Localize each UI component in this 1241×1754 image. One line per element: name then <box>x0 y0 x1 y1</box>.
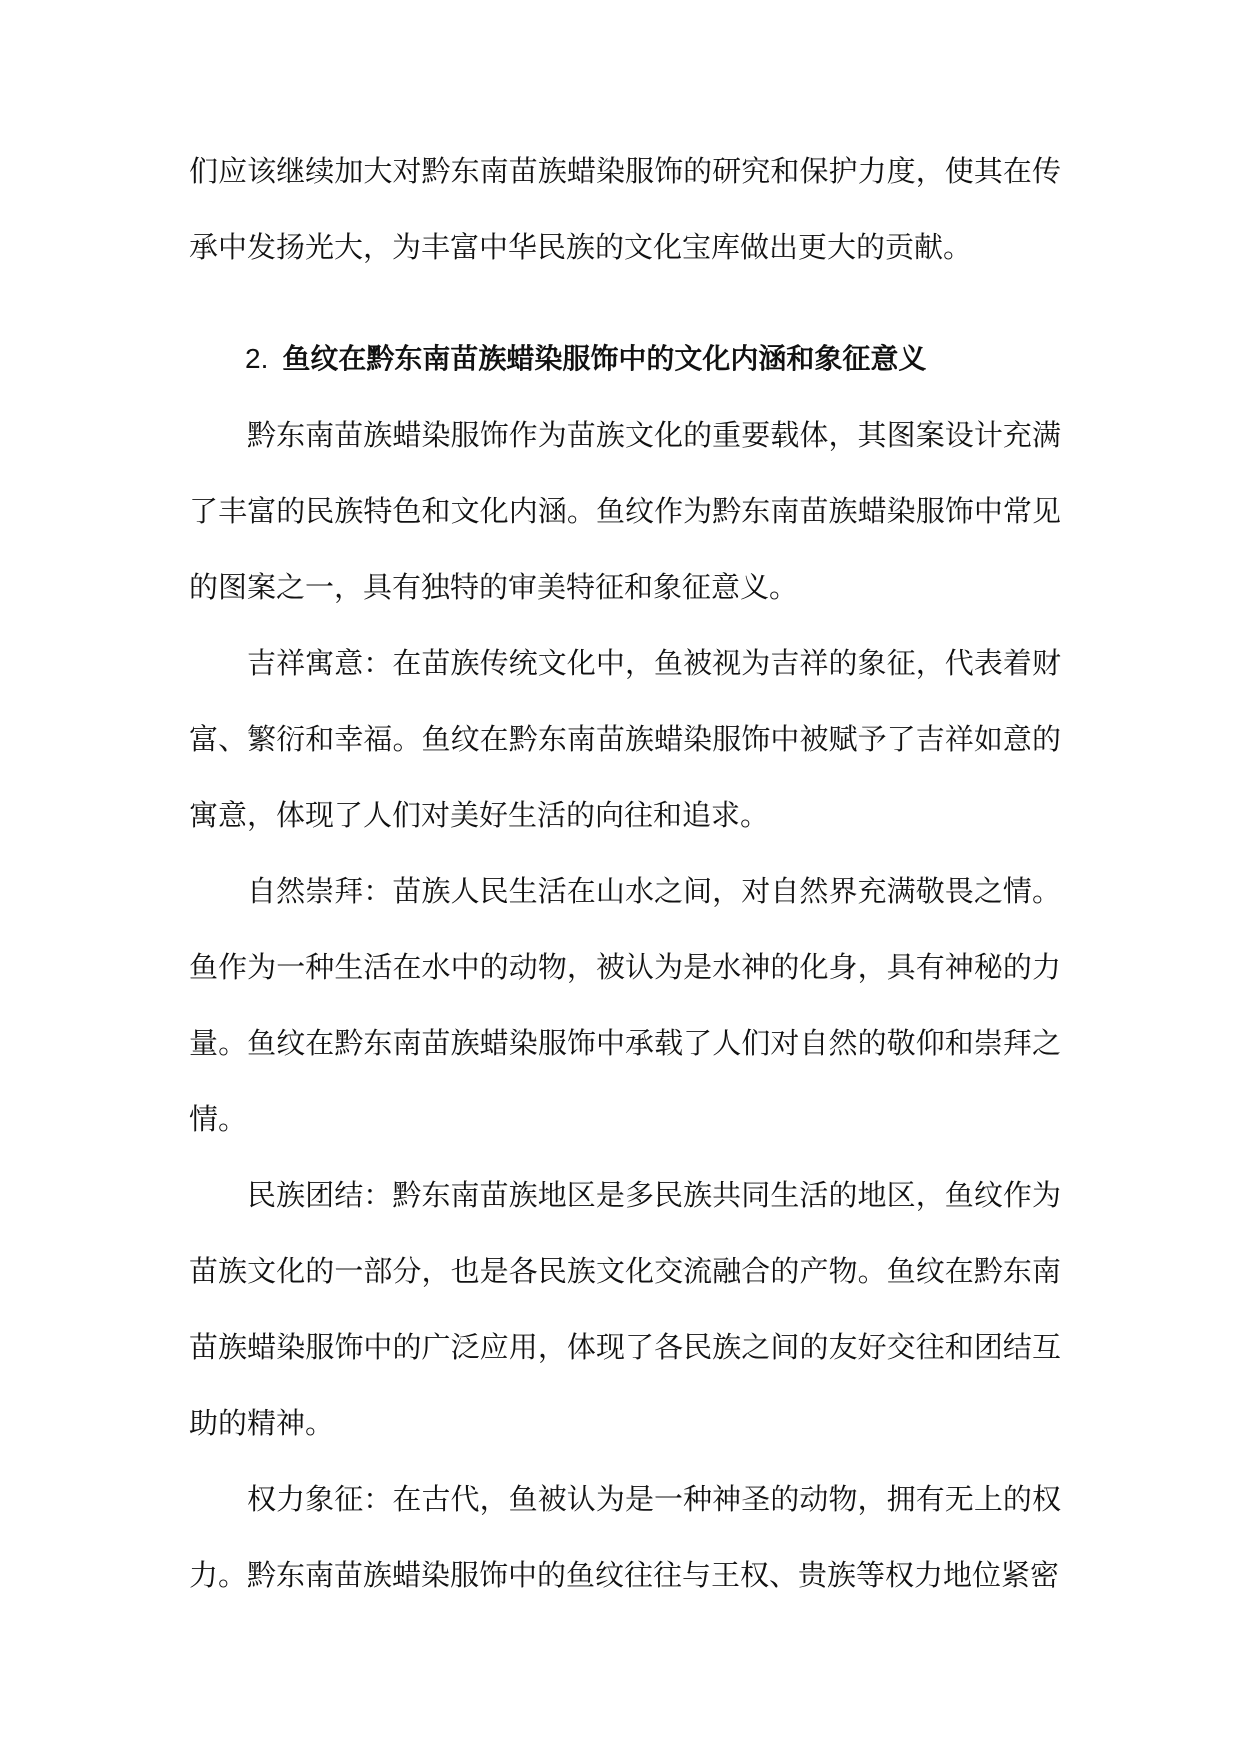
paragraph-nature-worship: 自然崇拜：苗族人民生活在山水之间，对自然界充满敬畏之情。鱼作为一种生活在水中的动物，被认为是水神的化身，具有神秘的力量。鱼纹在黔东南苗族蜡染服饰中承载了人们对自然的敬仰和崇拜之情。 <box>189 874 1061 1136</box>
paragraph-power-symbol: 权力象征：在古代，鱼被认为是一种神圣的动物，拥有无上的权力。黔东南苗族蜡染服饰中的鱼纹往往与王权、贵族等权力地位紧密 <box>189 1482 1061 1592</box>
section-title: 鱼纹在黔东南苗族蜡染服饰中的文化内涵和象征意义 <box>282 342 927 375</box>
document-body <box>189 133 1061 1613</box>
section-heading <box>189 321 1061 397</box>
paragraph-ethnic-unity: 民族团结：黔东南苗族地区是多民族共同生活的地区，鱼纹作为苗族文化的一部分，也是各民族文化交流融合的产物。鱼纹在黔东南苗族蜡染服饰中的广泛应用，体现了各民族之间的友好交往和团结互助的精神。 <box>189 1178 1061 1440</box>
paragraph-overview: 黔东南苗族蜡染服饰作为苗族文化的重要载体，其图案设计充满了丰富的民族特色和文化内涵。鱼纹作为黔东南苗族蜡染服饰中常见的图案之一，具有独特的审美特征和象征意义。 <box>189 418 1061 604</box>
intro-continuation-paragraph: 们应该继续加大对黔东南苗族蜡染服饰的研究和保护力度，使其在传承中发扬光大，为丰富中华民族的文化宝库做出更大的贡献。 <box>189 154 1061 264</box>
section-number: 2. <box>245 343 269 374</box>
paragraph-auspicious-meaning: 吉祥寓意：在苗族传统文化中，鱼被视为吉祥的象征，代表着财富、繁衍和幸福。鱼纹在黔东南苗族蜡染服饰中被赋予了吉祥如意的寓意，体现了人们对美好生活的向往和追求。 <box>189 646 1061 832</box>
